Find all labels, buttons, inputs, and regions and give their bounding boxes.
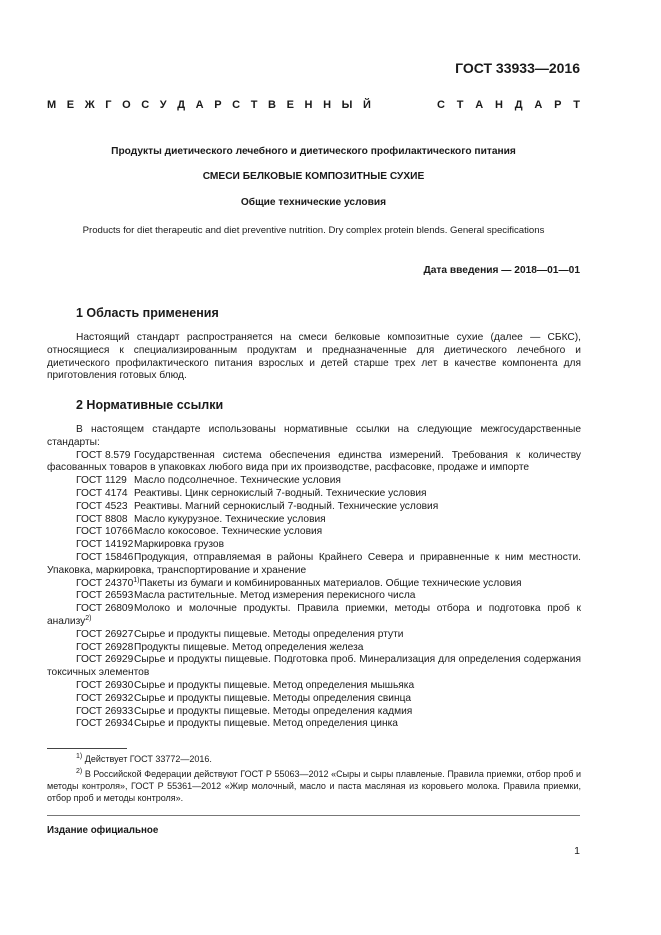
footnote-1-mark: 1) (76, 753, 83, 760)
reference-number: ГОСТ 26934 (76, 718, 134, 730)
references-intro: В настоящем стандарте использованы нормативные ссылки на следующие межгосударственные стандарты: (47, 424, 581, 448)
references-list (47, 450, 581, 732)
banner-letter: Т (250, 99, 258, 111)
reference-title: Маркировка грузов (134, 539, 224, 551)
reference-title: Пакеты из бумаги и комбинированных материалов. Общие технические условия (139, 577, 522, 589)
reference-number: ГОСТ 26593 (76, 590, 134, 602)
title-line-2: СМЕСИ БЕЛКОВЫЕ КОМПОЗИТНЫЕ СУХИЕ (202, 171, 425, 182)
banner-letter: Ы (341, 99, 353, 111)
banner-letter: С (141, 99, 150, 111)
footnote-1-text: Действует ГОСТ 33772—2016. (84, 754, 212, 764)
reference-footnote-mark: 2) (85, 614, 92, 622)
banner-letter: У (159, 99, 167, 111)
reference-title: Масло кокосовое. Технические условия (134, 526, 323, 538)
banner-letter: А (475, 99, 484, 111)
footer-rule (47, 815, 580, 816)
banner-letter: Е (66, 99, 75, 111)
reference-title: Сырье и продукты пищевые. Методы определения свинца (134, 692, 412, 704)
reference-item (47, 514, 581, 527)
reference-item (47, 718, 581, 731)
footnote-2 (47, 768, 581, 804)
reference-number: ГОСТ 14192 (76, 539, 134, 551)
footnote-1 (47, 753, 581, 765)
reference-number: ГОСТ 26929 (76, 654, 134, 666)
reference-number: ГОСТ 1129 (76, 475, 127, 487)
banner-letter: Й (362, 99, 371, 111)
reference-number: ГОСТ 26932 (76, 692, 134, 704)
reference-item (47, 450, 581, 476)
page-number: 1 (574, 845, 580, 857)
banner-letter: Н (494, 99, 503, 111)
banner-letter: М (47, 99, 57, 111)
reference-title: Сырье и продукты пищевые. Методы определения кадмия (134, 705, 413, 717)
interstate-standard-banner (47, 99, 580, 111)
banner-letter: Ж (84, 99, 95, 111)
reference-title: Сырье и продукты пищевые. Метод определения мышьяка (134, 679, 415, 691)
reference-number: ГОСТ 4523 (76, 500, 128, 512)
banner-letter: Д (177, 99, 186, 111)
banner-letter: Т (456, 99, 464, 111)
reference-title: Сырье и продукты пищевые. Методы определения ртути (134, 628, 404, 640)
banner-letter: С (437, 99, 445, 111)
official-edition-label: Издание официальное (47, 825, 159, 836)
reference-item (47, 629, 581, 642)
reference-item (47, 642, 581, 655)
section-1-heading: 1 Область применения (76, 306, 219, 320)
reference-title: Сырье и продукты пищевые. Подготовка проб. Минерализация для определения содержания токсичных элементов (47, 654, 581, 679)
banner-letter: А (534, 99, 543, 111)
reference-item (47, 603, 581, 629)
reference-item (47, 552, 581, 578)
banner-letter: Р (214, 99, 222, 111)
reference-item (47, 526, 581, 539)
banner-word-1 (47, 99, 371, 111)
reference-number: ГОСТ 15846 (76, 551, 134, 563)
footnote-2-text: В Российской Федерации действуют ГОСТ Р 55063—2012 «Сыры и сыры плавленые. Правила приемки, отбор проб и методы контроля», ГОСТ Р 55361—2012 «Жир молочный, масло и паста масляная из коровьего молока. Правила приемки, отбор проб и методы контроля». (47, 769, 581, 803)
english-title: Products for diet therapeutic and diet preventive nutrition. Dry complex protein blends. General specifications (82, 225, 545, 236)
reference-title: Реактивы. Магний сернокислый 7-водный. Технические условия (134, 500, 439, 512)
reference-number: ГОСТ 24370$^{1)}$ (76, 576, 140, 589)
title-line-3: Общие технические условия (240, 197, 387, 208)
reference-item (47, 590, 581, 603)
reference-number: ГОСТ 4174 (76, 487, 128, 499)
reference-number: ГОСТ 26927 (76, 628, 134, 640)
title-line-1: Продукты диетического лечебного и диетического профилактического питания (111, 146, 516, 157)
banner-letter: Г (105, 99, 112, 111)
reference-title: Государственная система обеспечения единства измерений. Требования к количеству фасованных товаров в упаковках любого вида при их производстве, расфасовке, продаже и импорте (47, 449, 581, 474)
banner-letter: В (268, 99, 276, 111)
reference-number: ГОСТ 26930 (76, 679, 134, 691)
reference-title: Масла растительные. Метод измерения перекисного числа (134, 590, 416, 602)
reference-item (47, 693, 581, 706)
reference-item (47, 654, 581, 680)
reference-number: ГОСТ 8808 (76, 513, 128, 525)
footnote-2-mark: 2) (76, 768, 83, 775)
standard-code: ГОСТ 33933—2016 (455, 60, 580, 76)
banner-letter: А (195, 99, 204, 111)
reference-title: Продукты пищевые. Метод определения железа (134, 641, 364, 653)
reference-number: ГОСТ 26809 (76, 603, 134, 615)
reference-number: ГОСТ 10766 (76, 526, 134, 538)
reference-item (47, 539, 581, 552)
reference-number: ГОСТ 26928 (76, 641, 134, 653)
reference-item (47, 680, 581, 693)
banner-letter: Н (323, 99, 332, 111)
introduction-date: Дата введения — 2018—01—01 (423, 265, 580, 276)
reference-title: Продукция, отправляемая в районы Крайнего Севера и приравненные к ним местности. Упаковка, маркировка, транспортирование и хранение (47, 551, 581, 576)
section-1-text: Настоящий стандарт распространяется на смеси белковые композитные сухие (далее — СБКС), относящиеся к специализированным продуктам и предназначенные для диетического лечебного и диетического профилактического питания взрослых и детей старше трех лет в качестве компонента для приготовления готовых блюд. (47, 332, 581, 382)
reference-title: Масло кукурузное. Технические условия (134, 513, 326, 525)
banner-letter: Д (514, 99, 523, 111)
banner-letter: Р (554, 99, 562, 111)
reference-item (47, 475, 581, 488)
banner-letter: С (232, 99, 241, 111)
banner-letter: Т (573, 99, 580, 111)
reference-footnote-mark: 1) (133, 576, 140, 584)
reference-item (47, 578, 581, 591)
normative-references (47, 424, 581, 731)
reference-title: Масло подсолнечное. Технические условия (134, 475, 341, 487)
reference-item (47, 706, 581, 719)
banner-letter: Н (304, 99, 313, 111)
reference-item (47, 488, 581, 501)
section-2-heading: 2 Нормативные ссылки (76, 398, 224, 412)
footnote-separator (47, 748, 127, 749)
reference-title: Молоко и молочные продукты. Правила приемки, методы отбора и подготовка проб к анализу (47, 603, 581, 627)
reference-title: Сырье и продукты пищевые. Метод определения цинка (134, 718, 398, 730)
banner-letter: О (122, 99, 131, 111)
reference-number: ГОСТ 26933 (76, 705, 134, 717)
reference-number: ГОСТ 8.579 (76, 449, 131, 461)
reference-item (47, 501, 581, 514)
banner-letter: Е (286, 99, 294, 111)
reference-title: Реактивы. Цинк сернокислый 7-водный. Технические условия (134, 487, 427, 499)
banner-word-2 (437, 99, 580, 111)
